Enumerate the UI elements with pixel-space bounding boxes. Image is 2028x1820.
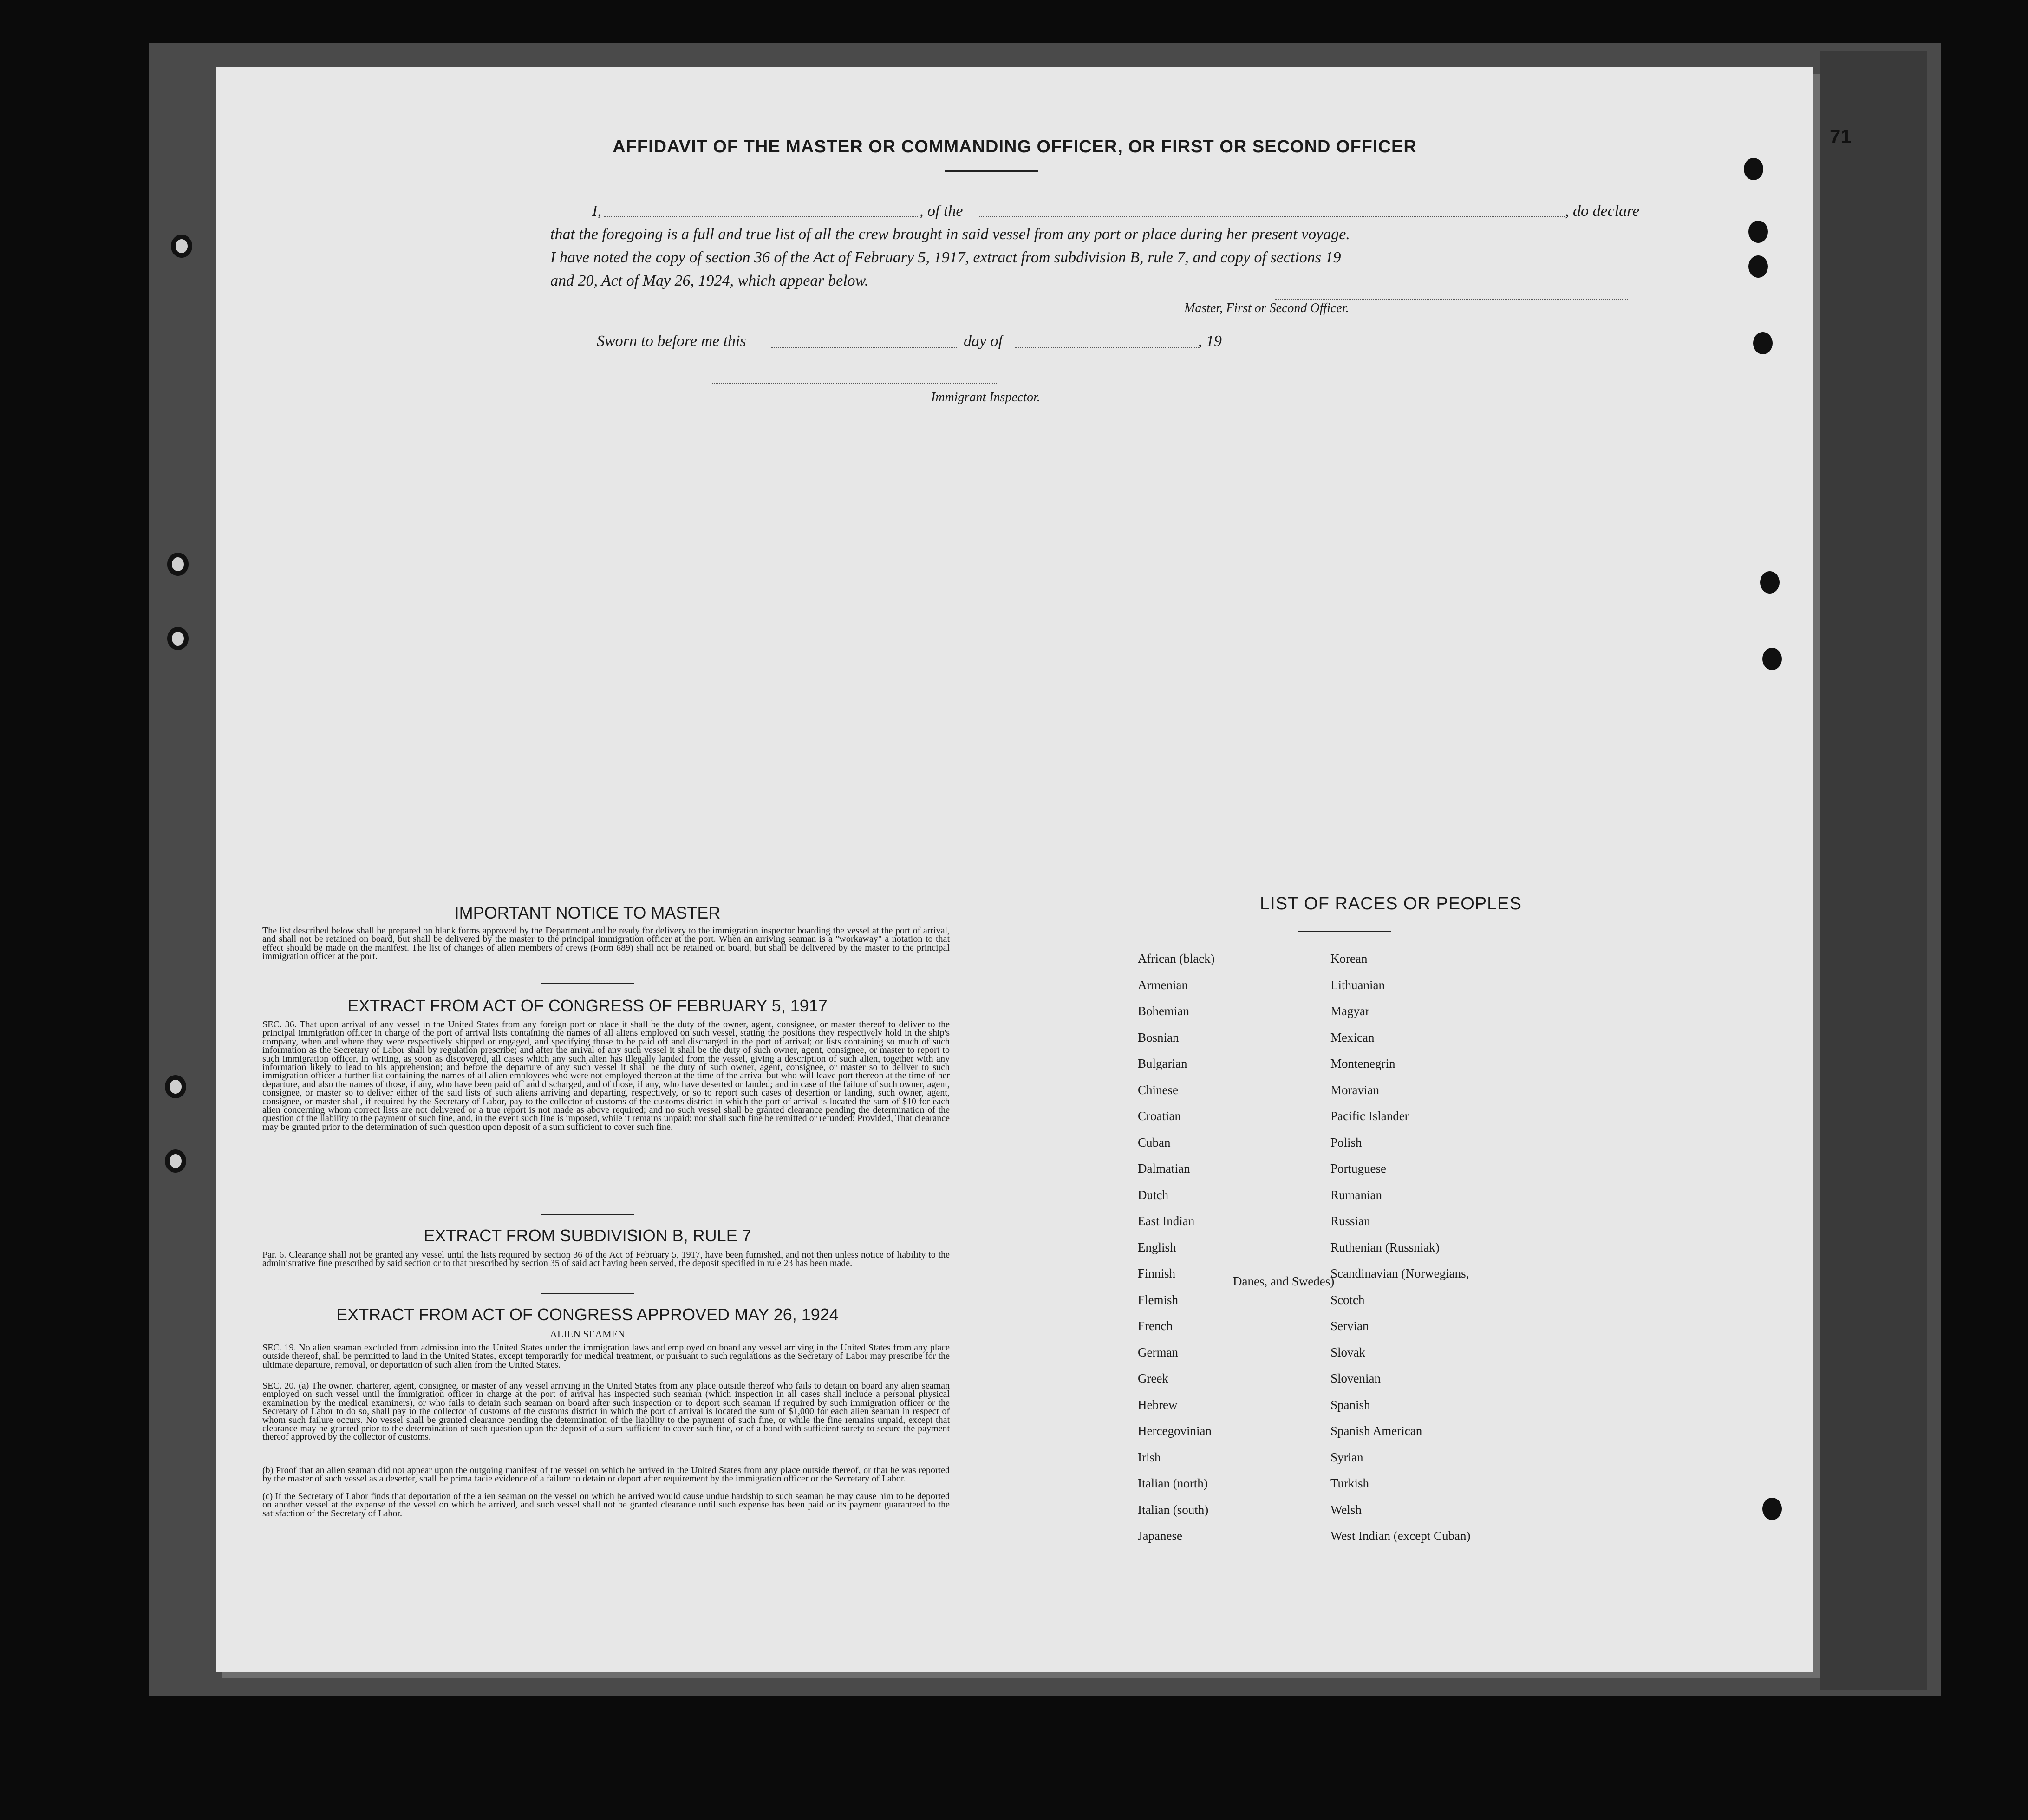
- race-item: Dalmatian: [1138, 1161, 1190, 1175]
- race-item: Scandinavian (Norwegians,: [1330, 1266, 1469, 1280]
- signature-caption: Master, First or Second Officer.: [1184, 301, 1349, 315]
- race-item: East Indian: [1138, 1214, 1195, 1228]
- act1924-title: EXTRACT FROM ACT OF CONGRESS APPROVED MAY 26, 1924: [336, 1305, 839, 1324]
- race-item: German: [1138, 1345, 1178, 1359]
- notice-title: IMPORTANT NOTICE TO MASTER: [454, 903, 721, 922]
- race-item: West Indian (except Cuban): [1330, 1529, 1471, 1543]
- binder-edge: [1820, 51, 1927, 1690]
- punch-hole: [167, 627, 189, 650]
- race-item-wrap: Danes, and Swedes): [1233, 1274, 1335, 1288]
- punch-hole: [1748, 255, 1768, 278]
- race-item: Greek: [1138, 1371, 1168, 1385]
- race-item: Armenian: [1138, 978, 1188, 992]
- punch-hole: [167, 553, 189, 576]
- manifest-sheet: [216, 67, 1852, 1672]
- rule7-rule: [541, 1293, 634, 1294]
- race-item: Russian: [1330, 1214, 1370, 1228]
- race-item: Italian (north): [1138, 1476, 1208, 1490]
- race-item: Korean: [1330, 952, 1368, 965]
- race-item: African (black): [1138, 952, 1215, 965]
- affidavit-line3: I have noted the copy of section 36 of the Act of February 5, 1917, extract from subdivision B, rule 7, and copy of sections 19: [550, 249, 1341, 266]
- race-item: Portuguese: [1330, 1161, 1386, 1175]
- punch-hole: [1748, 221, 1768, 243]
- race-item: Croatian: [1138, 1109, 1181, 1123]
- race-item: Finnish: [1138, 1266, 1176, 1280]
- act1924-sec20c: (c) If the Secretary of Labor finds that deportation of the alien seaman on the vessel on which he arrived would cause undue hardship to such seaman he may cause him to be deported on another vessel at the expense of the vessel on which he arrived, and such vessel shall not be granted clearance until such expense has been paid or its payment guaranteed to the satisfaction of the Secretary of Labor.: [262, 1491, 950, 1519]
- race-item: French: [1138, 1319, 1173, 1333]
- race-item: Mexican: [1330, 1030, 1375, 1044]
- affidavit-line1-mid: , of the: [919, 202, 963, 220]
- rule7-title: EXTRACT FROM SUBDIVISION B, RULE 7: [424, 1226, 751, 1245]
- title-rule: [945, 170, 1038, 172]
- punch-hole: [165, 1075, 186, 1098]
- race-item: Japanese: [1138, 1529, 1182, 1543]
- race-item: Cuban: [1138, 1135, 1171, 1149]
- race-item: Magyar: [1330, 1004, 1369, 1018]
- act1917-body: SEC. 36. That upon arrival of any vessel in the United States from any foreign port or place it shall be the duty of the owner, agent, consignee, or master thereof to deliver to the principal immigration officer in charge of the port of arrival lists containing the names of all aliens employed on such vessel, stating the positions they respectively hold in the ship's company, when and where they were respectively shipped or engaged, and specifying those to be paid off and discharged in the port of arrival; or lists containing so much of such information as the Secretary of Labor shall by regulation prescribe; and after the arrival of any such vessel it shall be the duty of such owner, agent, consignee, or master to report to such immigration officer, in writing, as soon as discovered, all cases which any such alien has illegally landed from the vessel, giving a description of such alien, together with any information likely to lead to his apprehension; and before the departure of any such vessel it shall be the duty of such owner, agent, consignee, or master so to deliver to such immigration officer a further list containing the names of all alien employees who were not employed thereon at the time of the arrival but who will leave port thereon at the time of her departure, and also the names of those, if any, who have been paid off and discharged, and of those, if any, who have deserted or landed; and in case of the failure of such owner, agent, consignee, or master so to deliver either of the said lists of such aliens arriving and departing, respectively, or so to report such cases of desertion or landing, such owner, agent, consignee, or master shall, if required by the Secretary of Labor, pay to the collector of customs of the customs district in which the port of arrival is located the sum of $10 for each alien concerning whom correct lists are not delivered or a true report is not made as above required; and no such vessel shall be granted clearance pending the determination of the question of the liability to the payment of such fine, and, in the event such fine is imposed, while it remains unpaid; nor shall such fine be remitted or refunded: Provided, That clearance may be granted prior to the determination of such question upon deposit of a sum sufficient to cover such fine.: [262, 1019, 950, 1132]
- notice-rule: [541, 983, 634, 984]
- punch-hole: [1744, 158, 1763, 180]
- vessel-blank: [978, 216, 1565, 217]
- affidavit-line2: that the foregoing is a full and true list of all the crew brought in said vessel from any port or place during her present voyage.: [550, 226, 1350, 243]
- affidavit-line1-start: I,: [592, 202, 601, 220]
- race-item: Bohemian: [1138, 1004, 1189, 1018]
- signature-line: [1275, 299, 1628, 300]
- race-item: Spanish American: [1330, 1424, 1422, 1438]
- race-item: Polish: [1330, 1135, 1362, 1149]
- races-rule: [1298, 931, 1391, 932]
- race-item: Irish: [1138, 1450, 1161, 1464]
- race-item: Moravian: [1330, 1083, 1379, 1097]
- race-item: Dutch: [1138, 1187, 1168, 1202]
- race-item: Italian (south): [1138, 1502, 1209, 1517]
- act1924-subtitle: ALIEN SEAMEN: [550, 1328, 625, 1340]
- act1924-sec19: SEC. 19. No alien seaman excluded from admission into the United States under the immigration laws and employed on board any vessel arriving in the United States from any place outside thereof, shall be permitted to land in the United States, except temporarily for medical treatment, or pursuant to such regulations as the Secretary of Labor may prescribe for the ultimate departure, removal, or deportation of such alien from the United States.: [262, 1343, 950, 1370]
- race-item: English: [1138, 1240, 1176, 1254]
- race-item: Bulgarian: [1138, 1057, 1187, 1070]
- rule7-body: Par. 6. Clearance shall not be granted any vessel until the lists required by section 36 of the Act of February 5, 1917, have been furnished, and not then unless notice of liability to the administrative fine prescribed by said section or to that prescribed by section 35 of said act having been served, the deposit specified in rule 23 has been made.: [262, 1250, 950, 1269]
- sworn-start: Sworn to before me this: [597, 333, 746, 350]
- race-item: Slovenian: [1330, 1371, 1381, 1385]
- act1917-title: EXTRACT FROM ACT OF CONGRESS OF FEBRUARY 5, 1917: [347, 996, 828, 1015]
- race-item: Montenegrin: [1330, 1057, 1395, 1070]
- race-item: Bosnian: [1138, 1030, 1179, 1044]
- race-item: Syrian: [1330, 1450, 1363, 1464]
- race-item: Lithuanian: [1330, 978, 1385, 992]
- race-item: Turkish: [1330, 1476, 1369, 1490]
- sworn-month-blank: [1015, 347, 1200, 348]
- punch-hole: [1753, 332, 1773, 354]
- race-item: Rumanian: [1330, 1187, 1382, 1202]
- inspector-caption: Immigrant Inspector.: [931, 390, 1040, 404]
- race-item: Flemish: [1138, 1292, 1179, 1307]
- inspector-line: [711, 383, 998, 384]
- affidavit-line1-end: , do declare: [1565, 202, 1640, 220]
- affidavit-line4: and 20, Act of May 26, 1924, which appear below.: [550, 272, 869, 289]
- punch-hole: [1760, 571, 1780, 594]
- margin-note: 71: [1830, 125, 1852, 147]
- race-item: Hebrew: [1138, 1397, 1178, 1412]
- punch-hole: [1762, 1498, 1782, 1520]
- race-item: Welsh: [1330, 1502, 1362, 1517]
- sworn-day: day of: [964, 333, 1003, 350]
- punch-hole: [165, 1149, 186, 1173]
- race-item: Pacific Islander: [1330, 1109, 1409, 1123]
- sworn-year: , 19: [1198, 333, 1222, 350]
- notice-body: The list described below shall be prepared on blank forms approved by the Department and be ready for delivery to the immigration inspector boarding the vessel at the port of arrival, and shall not be retained on board, but shall be delivered by the master to the principal immigration officer at the port. When an arriving seaman is a "workaway" a notation to that effect should be made on the manifest. The list of changes of alien members of crews (Form 689) shall not be retained on board, but shall be delivered by the master to the principal immigration officer at the port.: [262, 926, 950, 962]
- act1924-sec20a: SEC. 20. (a) The owner, charterer, agent, consignee, or master of any vessel arriving in the United States from any place outside thereof who fails to detain on board any alien seaman employed on such vessel until the immigration officer in charge at the port of arrival has inspected such seaman (which inspection in all cases shall include a personal physical examination by the medical examiners), or who fails to detain such seaman on board after such inspection or to deport such seaman if required by such immigration officer or the Secretary of Labor to do so, shall pay to the collector of customs of the customs district in which the port of arrival is located the sum of $1,000 for each alien seaman in respect of whom such failure occurs. No vessel shall be granted clearance pending the determination of the liability to the payment of such fine, or while the fine remains unpaid, except that clearance may be granted prior to the determination of such question upon the deposit of a sum sufficient to cover such fine, or of a bond with sufficient surety to secure the payment thereof approved by the collector of customs.: [262, 1381, 950, 1442]
- affidavit-title: AFFIDAVIT OF THE MASTER OR COMMANDING OFFICER, OR FIRST OR SECOND OFFICER: [613, 137, 1417, 157]
- race-item: Hercegovinian: [1138, 1424, 1212, 1438]
- punch-hole: [1762, 648, 1782, 670]
- punch-hole: [171, 235, 192, 258]
- race-item: Servian: [1330, 1319, 1369, 1333]
- race-item: Ruthenian (Russniak): [1330, 1240, 1440, 1254]
- sworn-date-blank: [771, 347, 957, 348]
- race-item: Slovak: [1330, 1345, 1366, 1359]
- race-item: Chinese: [1138, 1083, 1178, 1097]
- act1917-rule: [541, 1214, 634, 1215]
- race-item: Spanish: [1330, 1397, 1370, 1412]
- race-item: Scotch: [1330, 1292, 1365, 1307]
- races-title: LIST OF RACES OR PEOPLES: [1260, 894, 1522, 913]
- act1924-sec20b: (b) Proof that an alien seaman did not appear upon the outgoing manifest of the vessel on which he arrived in the United States from any place outside thereof, or that he was reported by the master of such vessel as a deserter, shall be prima facie evidence of a failure to detain or deport after requirement by the immigration officer or the Secretary of Labor.: [262, 1465, 950, 1484]
- name-blank: [604, 216, 919, 217]
